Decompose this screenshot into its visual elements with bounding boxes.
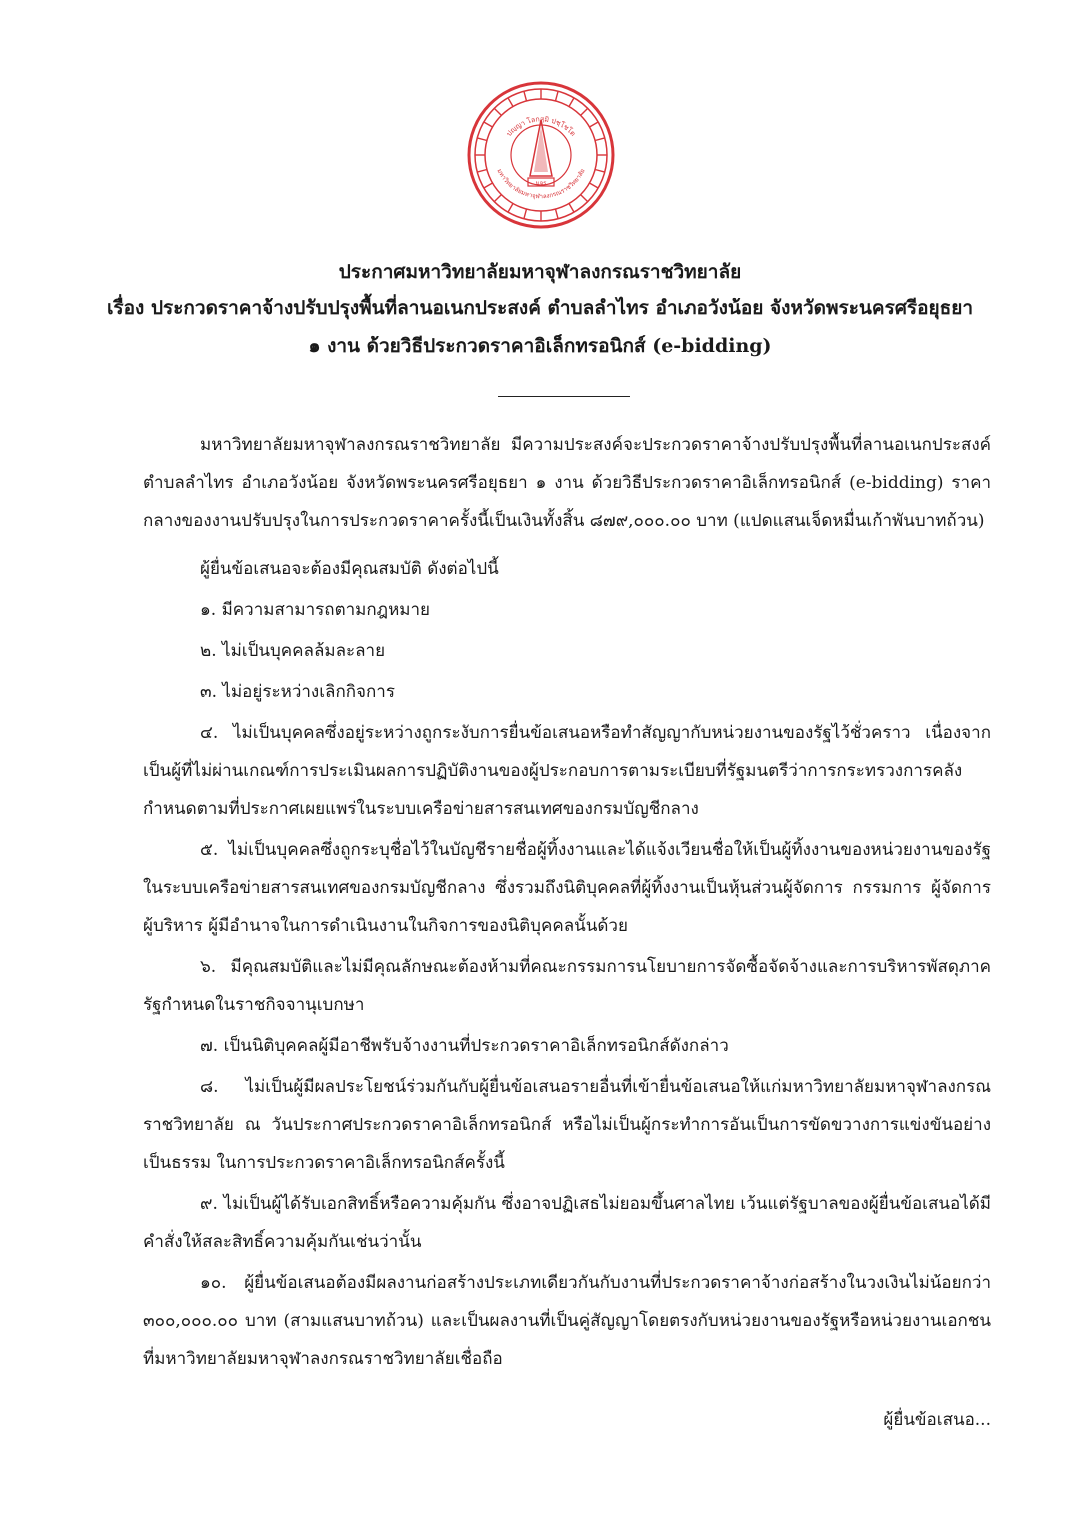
qualification-item-7: ๗. เป็นนิติบุคคลผู้มีอาชีพรับจ้างงานที่ประกวดราคาอิเล็กทรอนิกส์ดังกล่าว bbox=[200, 1036, 729, 1056]
qualification-item-10: ๑๐. ผู้ยื่นข้อเสนอต้องมีผลงานก่อสร้างประเภทเดียวกันกับงานที่ประกวดราคาจ้างก่อสร้างในวงเงินไม่น้อยกว่า ๓๐๐,๐๐๐.๐๐ บาท (สามแสนบาทถ้วน) และเป็นผลงานที่เป็นคู่สัญญาโดยตรงกับหน่วยงานของรัฐหรือหน่วยงานเอกชนที่มหาวิทยาลัยมหาจุฬาลงกรณราชวิทยาลัยเชื่อถือ bbox=[143, 1273, 991, 1369]
svg-text:มจร: มจร bbox=[535, 180, 547, 187]
title-divider bbox=[498, 396, 630, 397]
announcement-subject: เรื่อง ประกวดราคาจ้างปรับปรุงพื้นที่ลานอเนกประสงค์ ตำบลลำไทร อำเภอวังน้อย จังหวัดพระนครศรีอยุธยา bbox=[106, 297, 974, 319]
qualification-item-4: ๔. ไม่เป็นบุคคลซึ่งอยู่ระหว่างถูกระงับการยื่นข้อเสนอหรือทำสัญญากับหน่วยงานของรัฐไว้ชั่วคราว เนื่องจากเป็นผู้ที่ไม่ผ่านเกณฑ์การประเมินผลการปฏิบัติงานของผู้ประกอบการตามระเบียบที่รัฐมนตรีว่าการกระทรวงการคลังกำหนดตามที่ประกาศเผยแพร่ในระบบเครือข่ายสารสนเทศของกรมบัญชีกลาง bbox=[143, 723, 991, 819]
intro-paragraph: มหาวิทยาลัยมหาจุฬาลงกรณราชวิทยาลัย มีความประสงค์จะประกวดราคาจ้างปรับปรุงพื้นที่ลานอเนกประสงค์ ตำบลลำไทร อำเภอวังน้อย จังหวัดพระนครศรีอยุธยา ๑ งาน ด้วยวิธีประกวดราคาอิเล็กทรอนิกส์ (e-bidding) ราคากลางของงานปรับปรุงในการประกวดราคาครั้งนี้เป็นเงินทั้งสิ้น ๘๗๙,๐๐๐.๐๐ บาท (แปดแสนเจ็ดหมื่นเก้าพันบาทถ้วน) bbox=[143, 435, 991, 531]
qualification-item-8: ๘. ไม่เป็นผู้มีผลประโยชน์ร่วมกันกับผู้ยื่นข้อเสนอรายอื่นที่เข้ายื่นข้อเสนอให้แก่มหาวิทยาลัยมหาจุฬาลงกรณราชวิทยาลัย ณ วันประกาศประกวดราคาอิเล็กทรอนิกส์ หรือไม่เป็นผู้กระทำการอันเป็นการขัดขวางการแข่งขันอย่างเป็นธรรม ในการประกวดราคาอิเล็กทรอนิกส์ครั้งนี้ bbox=[143, 1077, 991, 1173]
qualification-item-1: ๑. มีความสามารถตามกฎหมาย bbox=[200, 600, 430, 620]
qualification-item-3: ๓. ไม่อยู่ระหว่างเลิกกิจการ bbox=[200, 682, 395, 702]
announcement-subject-line2: ๑ งาน ด้วยวิธีประกวดราคาอิเล็กทรอนิกส์ (e-bidding) bbox=[308, 335, 772, 357]
svg-text:ปญฺญา โลกสฺมิ ปชฺโชโต: ปญฺญา โลกสฺมิ ปชฺโชโต bbox=[505, 115, 577, 138]
document-body bbox=[143, 426, 991, 1378]
qualification-item-6: ๖. มีคุณสมบัติและไม่มีคุณลักษณะต้องห้ามที่คณะกรรมการนโยบายการจัดซื้อจัดจ้างและการบริหารพัสดุภาครัฐกำหนดในราชกิจจานุเบกษา bbox=[143, 957, 991, 1015]
svg-text:มหาวิทยาลัยมหาจุฬาลงกรณราชวิทย: มหาวิทยาลัยมหาจุฬาลงกรณราชวิทยาลัย bbox=[495, 167, 587, 201]
qualifications-intro: ผู้ยื่นข้อเสนอจะต้องมีคุณสมบัติ ดังต่อไปนี้ bbox=[200, 559, 499, 579]
qualification-item-9: ๙. ไม่เป็นผู้ได้รับเอกสิทธิ์หรือความคุ้มกัน ซึ่งอาจปฏิเสธไม่ยอมขึ้นศาลไทย เว้นแต่รัฐบาลของผู้ยื่นข้อเสนอได้มีคำสั่งให้สละสิทธิ์ความคุ้มกันเช่นว่านั้น bbox=[143, 1194, 991, 1252]
announcement-title: ประกาศมหาวิทยาลัยมหาจุฬาลงกรณราชวิทยาลัย bbox=[338, 261, 742, 283]
university-seal-icon bbox=[466, 80, 616, 230]
qualification-item-2: ๒. ไม่เป็นบุคคลล้มละลาย bbox=[200, 641, 386, 661]
continuation-marker: ผู้ยื่นข้อเสนอ... bbox=[883, 1410, 991, 1430]
qualification-item-5: ๕. ไม่เป็นบุคคลซึ่งถูกระบุชื่อไว้ในบัญชีรายชื่อผู้ทิ้งงานและได้แจ้งเวียนชื่อให้เป็นผู้ทิ้งงานของหน่วยงานของรัฐในระบบเครือข่ายสารสนเทศของกรมบัญชีกลาง ซึ่งรวมถึงนิติบุคคลที่ผู้ทิ้งงานเป็นหุ้นส่วนผู้จัดการ กรรมการ ผู้จัดการ ผู้บริหาร ผู้มีอำนาจในการดำเนินงานในกิจการของนิติบุคคลนั้นด้วย bbox=[143, 840, 991, 936]
